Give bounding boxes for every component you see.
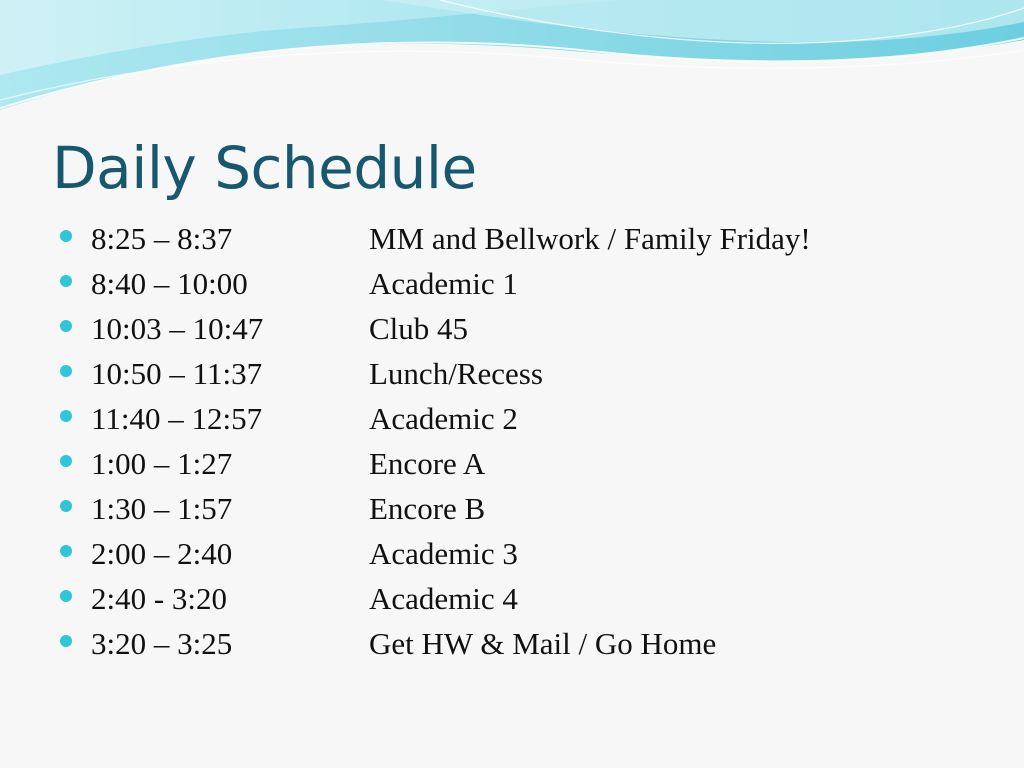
bullet-dot-icon xyxy=(60,365,72,377)
time-range: 8:25 – 8:37 xyxy=(91,220,233,256)
time-range: 11:40 – 12:57 xyxy=(91,400,263,436)
time-range: 2:00 – 2:40 xyxy=(91,535,233,571)
schedule-row xyxy=(60,486,811,531)
time-range: 2:40 - 3:20 xyxy=(91,580,228,616)
activity-name: Encore A xyxy=(369,445,486,481)
schedule-row xyxy=(60,261,811,306)
schedule-row xyxy=(60,306,811,351)
bullet-dot-icon xyxy=(60,545,72,557)
wave-header-decoration xyxy=(0,0,1024,120)
activity-name: MM and Bellwork / Family Friday! xyxy=(369,220,811,256)
bullet-dot-icon xyxy=(60,635,72,647)
time-range: 10:50 – 11:37 xyxy=(91,355,263,391)
activity-name: Academic 2 xyxy=(369,400,518,436)
bullet-dot-icon xyxy=(60,455,72,467)
activity-name: Encore B xyxy=(369,490,486,526)
activity-name: Lunch/Recess xyxy=(369,355,543,391)
bullet-dot-icon xyxy=(60,590,72,602)
schedule-row xyxy=(60,396,811,441)
bullet-dot-icon xyxy=(60,320,72,332)
schedule-list xyxy=(60,216,811,666)
bullet-dot-icon xyxy=(60,410,72,422)
time-range: 1:00 – 1:27 xyxy=(91,445,233,481)
schedule-row xyxy=(60,531,811,576)
schedule-row xyxy=(60,621,811,666)
time-range: 1:30 – 1:57 xyxy=(91,490,233,526)
bullet-dot-icon xyxy=(60,230,72,242)
schedule-row xyxy=(60,351,811,396)
activity-name: Club 45 xyxy=(369,310,469,346)
activity-name: Academic 3 xyxy=(369,535,518,571)
time-range: 3:20 – 3:25 xyxy=(91,625,233,661)
slide-title: Daily Schedule xyxy=(52,134,477,202)
time-range: 10:03 – 10:47 xyxy=(91,310,264,346)
schedule-row xyxy=(60,216,811,261)
activity-name: Academic 1 xyxy=(369,265,518,301)
activity-name: Get HW & Mail / Go Home xyxy=(369,625,717,661)
schedule-row xyxy=(60,576,811,621)
activity-name: Academic 4 xyxy=(369,580,518,616)
bullet-dot-icon xyxy=(60,275,72,287)
time-range: 8:40 – 10:00 xyxy=(91,265,248,301)
bullet-dot-icon xyxy=(60,500,72,512)
schedule-row xyxy=(60,441,811,486)
